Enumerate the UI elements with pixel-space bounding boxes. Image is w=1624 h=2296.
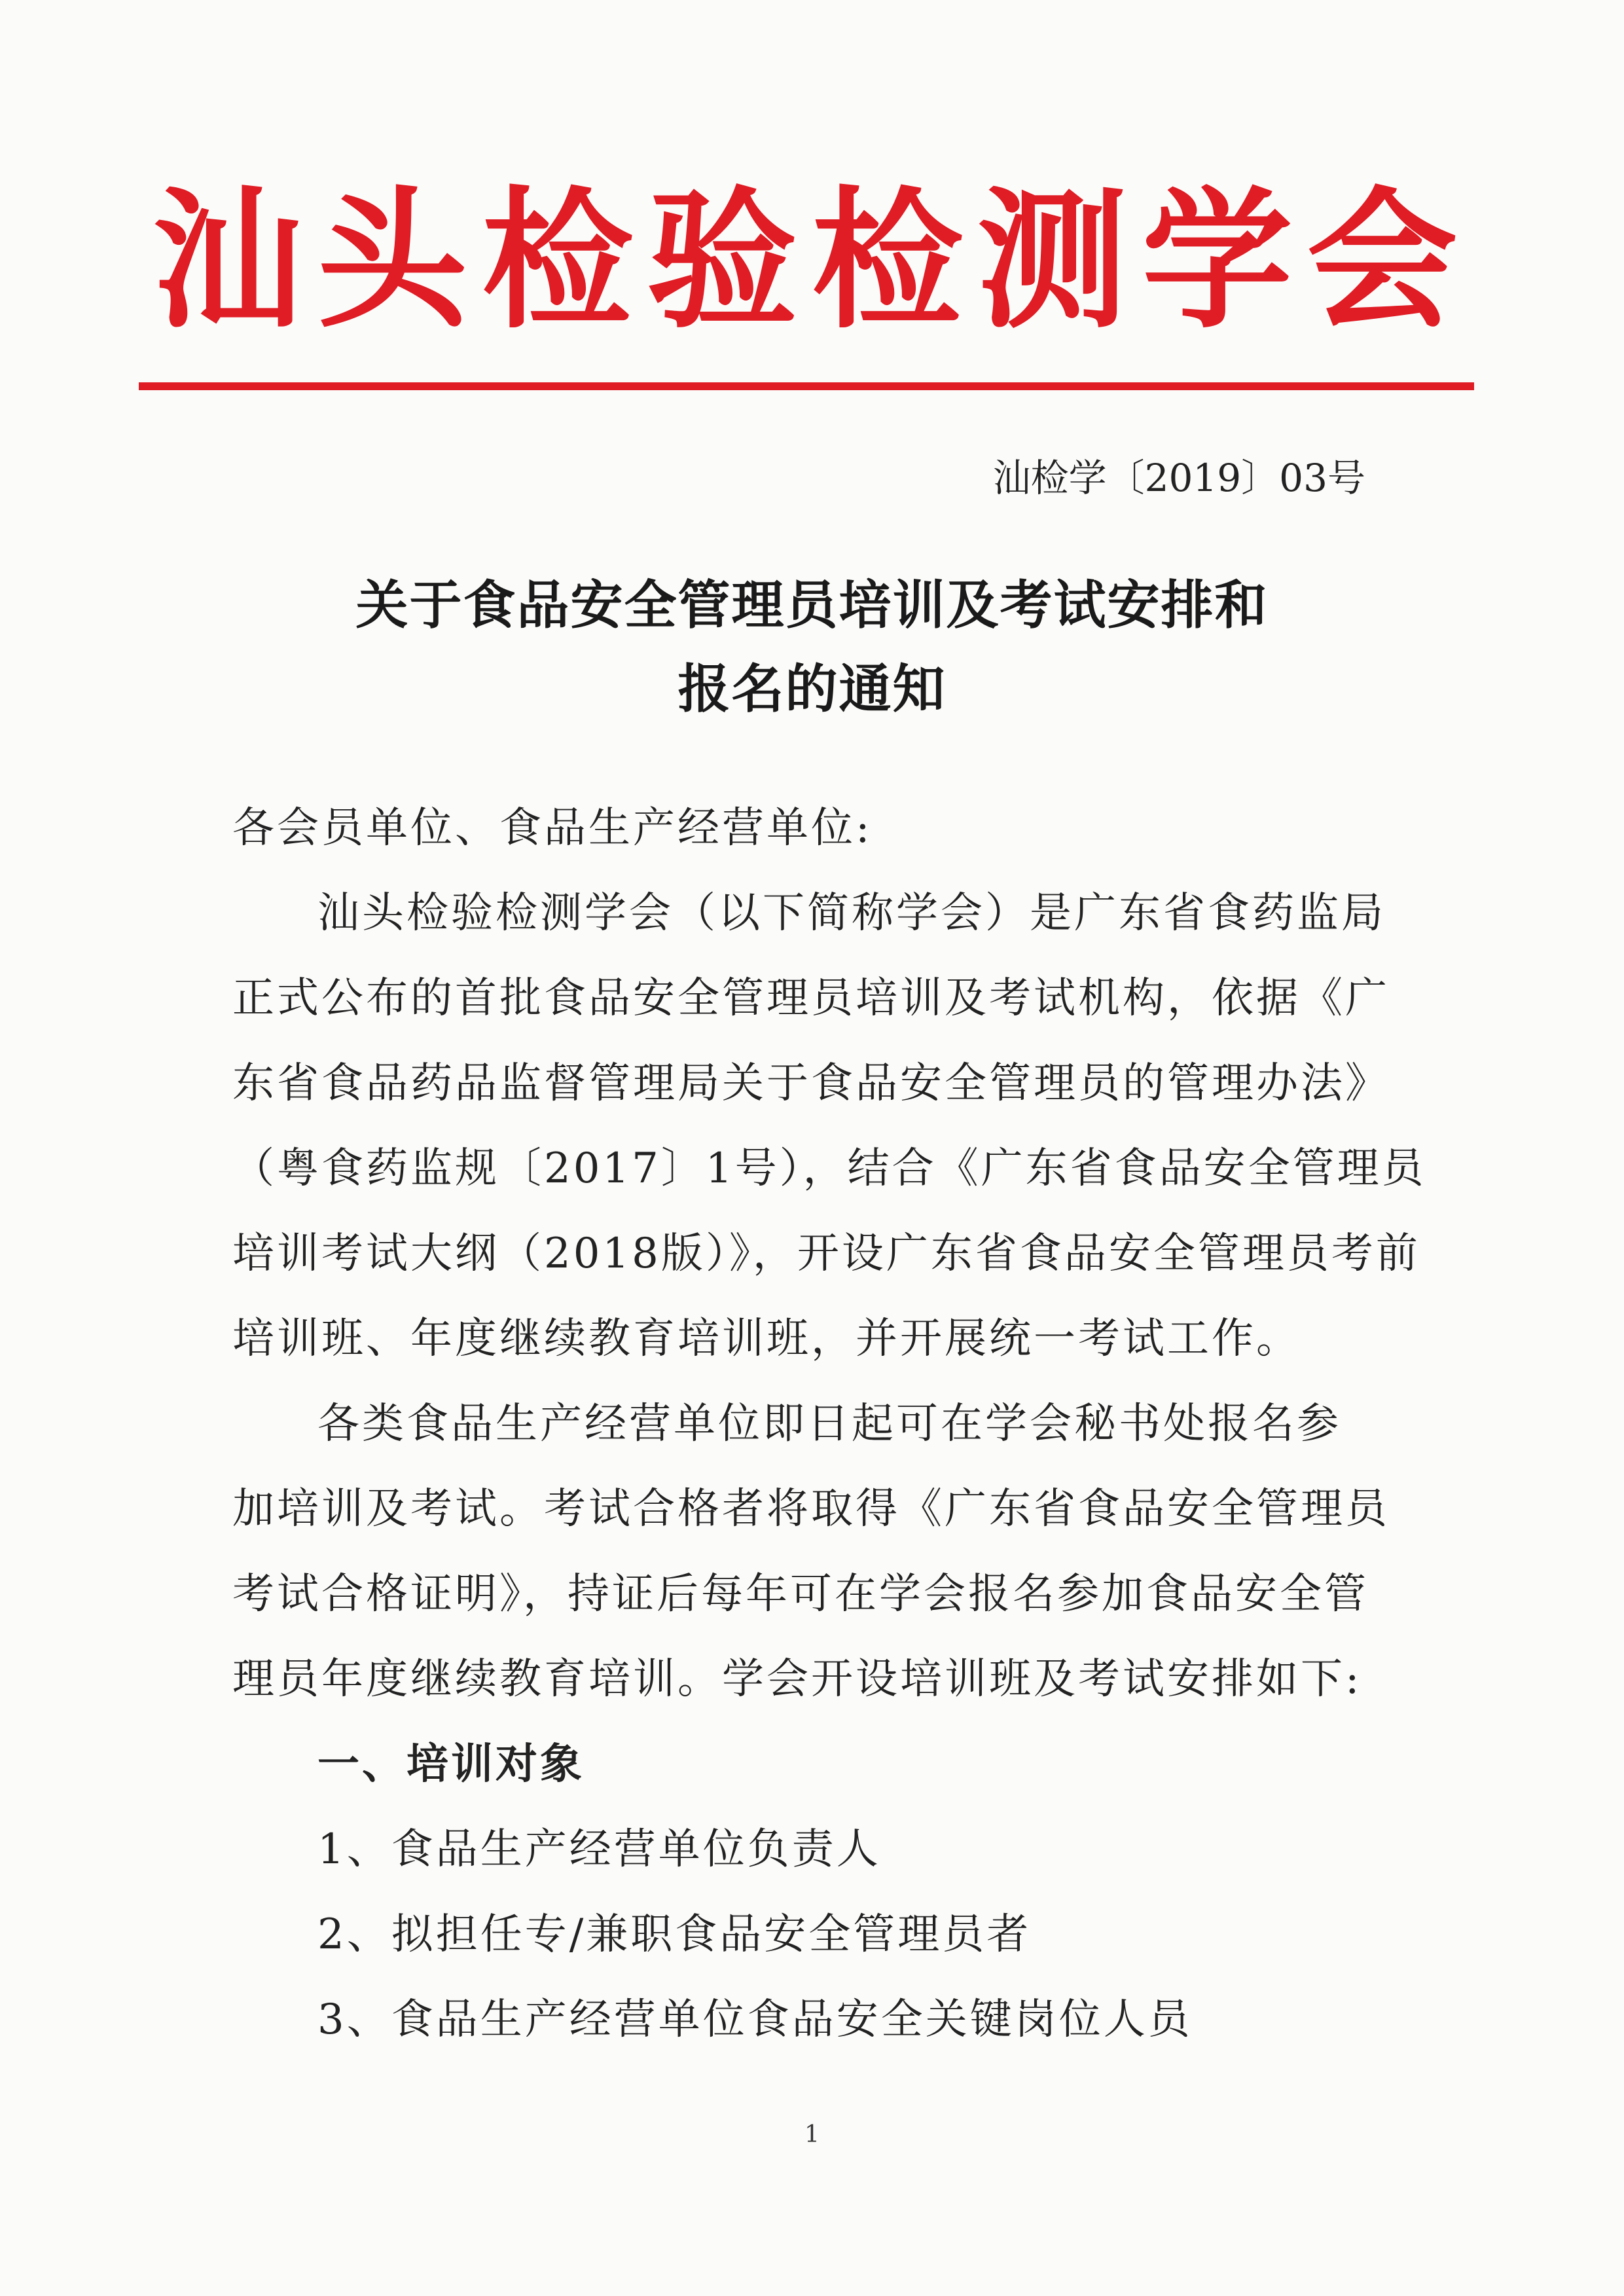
section-heading: 一、培训对象 xyxy=(317,1740,585,1789)
paragraph-line: 东省食品药品监督管理局关于食品安全管理员的管理办法》 xyxy=(232,1059,1390,1108)
document-body xyxy=(232,786,1426,2062)
org-name-header: 汕头检验检测学会 xyxy=(152,174,1472,349)
paragraph-line: 正式公布的首批食品安全管理员培训及考试机构，依据《广 xyxy=(232,974,1390,1023)
paragraph-line: 培训班、年度继续教育培训班，并开展统一考试工作。 xyxy=(232,1315,1301,1363)
paragraph-line: 汕头检验检测学会（以下简称学会）是广东省食药监局 xyxy=(317,889,1386,938)
page-number: 1 xyxy=(804,2121,820,2148)
paragraph-line: 培训考试大纲（2018版）》，开设广东省食品安全管理员考前 xyxy=(232,1230,1420,1278)
title-line-1: 关于食品安全管理员培训及考试安排和 xyxy=(355,574,1269,636)
paragraph-line: 理员年度继续教育培训。学会开设培训班及考试安排如下: xyxy=(232,1655,1362,1704)
salutation: 各会员单位、食品生产经营单位: xyxy=(232,804,873,852)
paragraph-line: 各类食品生产经营单位即日起可在学会秘书处报名参 xyxy=(317,1400,1341,1448)
paragraph-line: （粤食药监规〔2017〕1号），结合《广东省食品安全管理员 xyxy=(232,1144,1426,1193)
title-line-2: 报名的通知 xyxy=(677,658,947,720)
list-item: 1、食品生产经营单位负责人 xyxy=(317,1825,881,1874)
document-title xyxy=(0,563,1624,731)
document-number: 汕检学〔2019〕03号 xyxy=(992,456,1365,500)
header-red-rule xyxy=(139,382,1474,390)
paragraph-line: 考试合格证明》，持证后每年可在学会报名参加食品安全管 xyxy=(232,1570,1369,1618)
list-item: 3、食品生产经营单位食品安全关键岗位人员 xyxy=(317,1995,1193,2044)
paragraph-line: 加培训及考试。考试合格者将取得《广东省食品安全管理员 xyxy=(232,1485,1390,1533)
list-item: 2、拟担任专/兼职食品安全管理员者 xyxy=(317,1910,1032,1959)
